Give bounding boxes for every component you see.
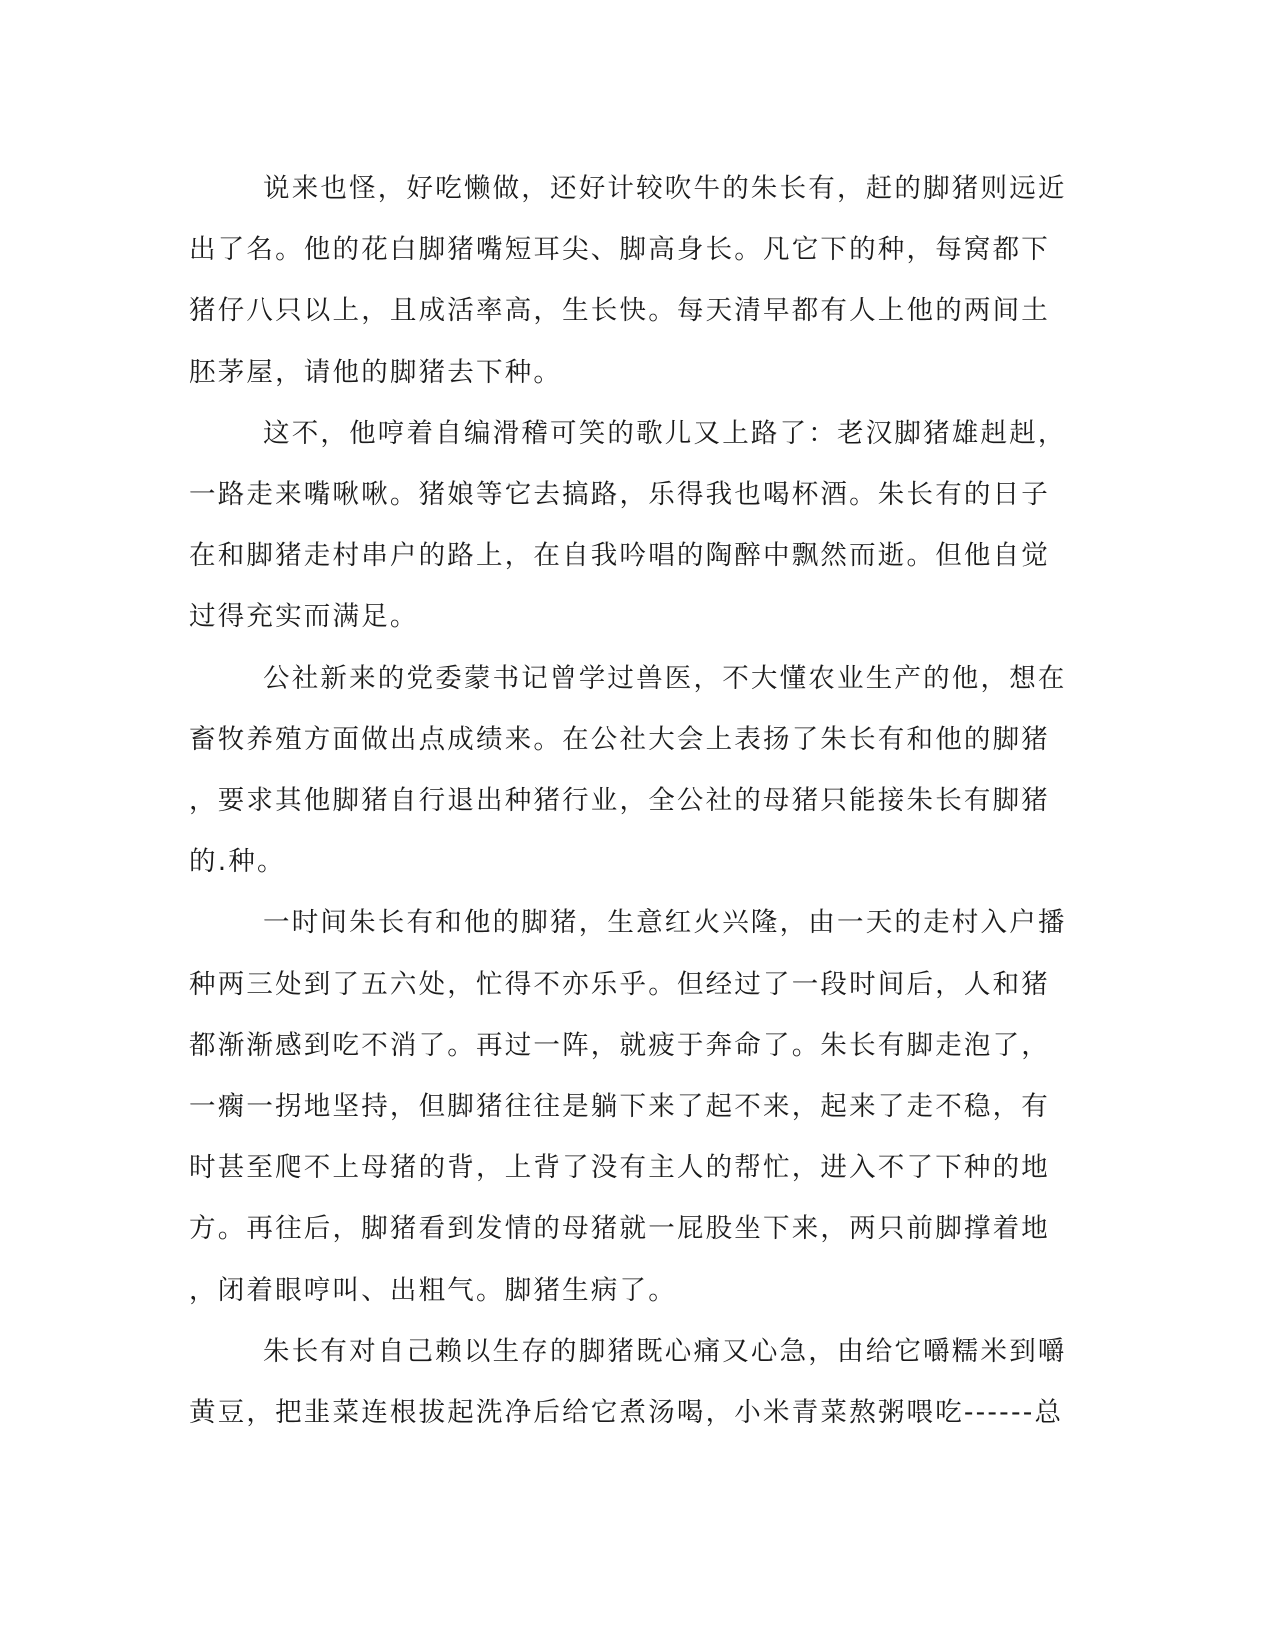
text-line: 畜牧养殖方面做出点成绩来。在公社大会上表扬了朱长有和他的脚猪: [189, 723, 1050, 755]
paragraph: [189, 1321, 1069, 1443]
text-line: 一时间朱长有和他的脚猪，生意红火兴隆，由一天的走村入户播: [263, 907, 1067, 939]
text-line: 说来也怪，好吃懒做，还好计较吹牛的朱长有，赶的脚猪则远近: [263, 173, 1067, 204]
text-line: 都渐渐感到吃不消了。再过一阵，就疲于奔命了。朱长有脚走泡了，: [189, 1029, 1050, 1061]
text-line: 的.种。: [189, 846, 286, 878]
paragraph: [189, 892, 1069, 1320]
text-line: 一路走来嘴啾啾。猪娘等它去搞路，乐得我也喝杯酒。朱长有的日子: [189, 479, 1050, 511]
text-line: 胚茅屋，请他的脚猪去下种。: [189, 356, 563, 388]
text-line: 猪仔八只以上，且成活率高，生长快。每天清早都有人上他的两间土: [189, 295, 1050, 327]
text-line: ，要求其他脚猪自行退出种猪行业，全公社的母猪只能接朱长有脚猪: [189, 785, 1050, 817]
text-line: 一瘸一拐地坚持，但脚猪往往是躺下来了起不来，起来了走不稳，有: [189, 1091, 1050, 1123]
text-line: 方。再往后，脚猪看到发情的母猪就一屁股坐下来，两只前脚撑着地: [189, 1213, 1050, 1245]
text-line: 这不，他哼着自编滑稽可笑的歌儿又上路了：老汉脚猪雄赳赳，: [263, 417, 1067, 449]
text-line: 出了名。他的花白脚猪嘴短耳尖、脚高身长。凡它下的种，每窝都下: [189, 234, 1050, 266]
paragraph: [189, 158, 1069, 403]
paragraph: [189, 403, 1069, 648]
text-line: 时甚至爬不上母猪的背，上背了没有主人的帮忙，进入不了下种的地: [189, 1152, 1050, 1184]
text-line: 种两三处到了五六处，忙得不亦乐乎。但经过了一段时间后，人和猪: [189, 968, 1050, 1000]
text-line: 朱长有对自己赖以生存的脚猪既心痛又心急，由给它嚼糯米到嚼: [263, 1335, 1067, 1367]
text-line: 过得充实而满足。: [189, 601, 419, 633]
text-line: 公社新来的党委蒙书记曾学过兽医，不大懂农业生产的他，想在: [263, 662, 1067, 694]
text-line: ，闭着眼哼叫、出粗气。脚猪生病了。: [189, 1274, 677, 1306]
document-body: [189, 158, 1069, 1443]
text-line: 黄豆，把韭菜连根拔起洗净后给它煮汤喝，小米青菜熬粥喂吃------总: [189, 1397, 1064, 1429]
text-line: 在和脚猪走村串户的路上，在自我吟唱的陶醉中飘然而逝。但他自觉: [189, 540, 1050, 572]
paragraph: [189, 648, 1069, 893]
